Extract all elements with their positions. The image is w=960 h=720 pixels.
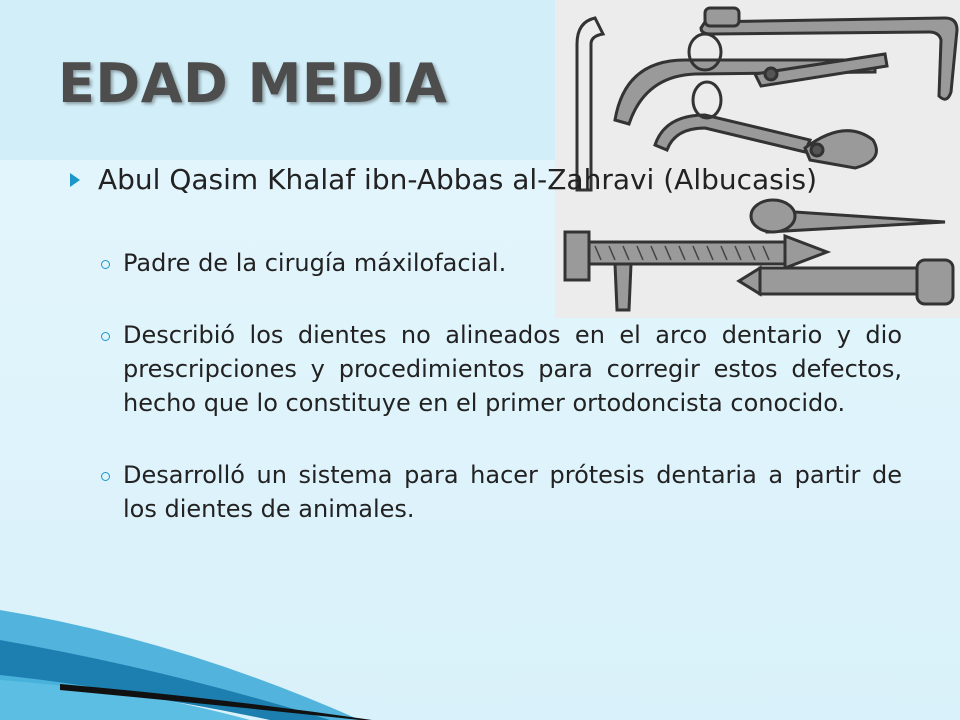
sub-bullet-text: Padre de la cirugía máxilofacial.: [123, 249, 507, 277]
bullet-list: [70, 160, 902, 526]
decorative-wave-swoosh: [0, 580, 420, 720]
sub-bullet-text: Desarrolló un sistema para hacer prótesis dentaria a partir de los dientes de animales.: [123, 461, 902, 523]
sub-bullet: [70, 246, 902, 280]
circle-bullet-icon: [101, 472, 110, 481]
circle-bullet-icon: [101, 260, 110, 269]
circle-bullet-icon: [101, 332, 110, 341]
main-bullet-text: Abul Qasim Khalaf ibn-Abbas al-Zahravi (Albucasis): [98, 163, 818, 196]
sub-bullet-text: Describió los dientes no alineados en el arco dentario y dio prescripciones y procedimientos para corregir estos defectos, hecho que lo constituye en el primer ortodoncista conocido.: [123, 321, 902, 417]
sub-bullet: [70, 318, 902, 420]
sub-bullet: [70, 458, 902, 526]
slide-title: EDAD MEDIA: [58, 52, 448, 115]
triangle-bullet-icon: [70, 173, 80, 187]
main-bullet: [70, 160, 902, 200]
